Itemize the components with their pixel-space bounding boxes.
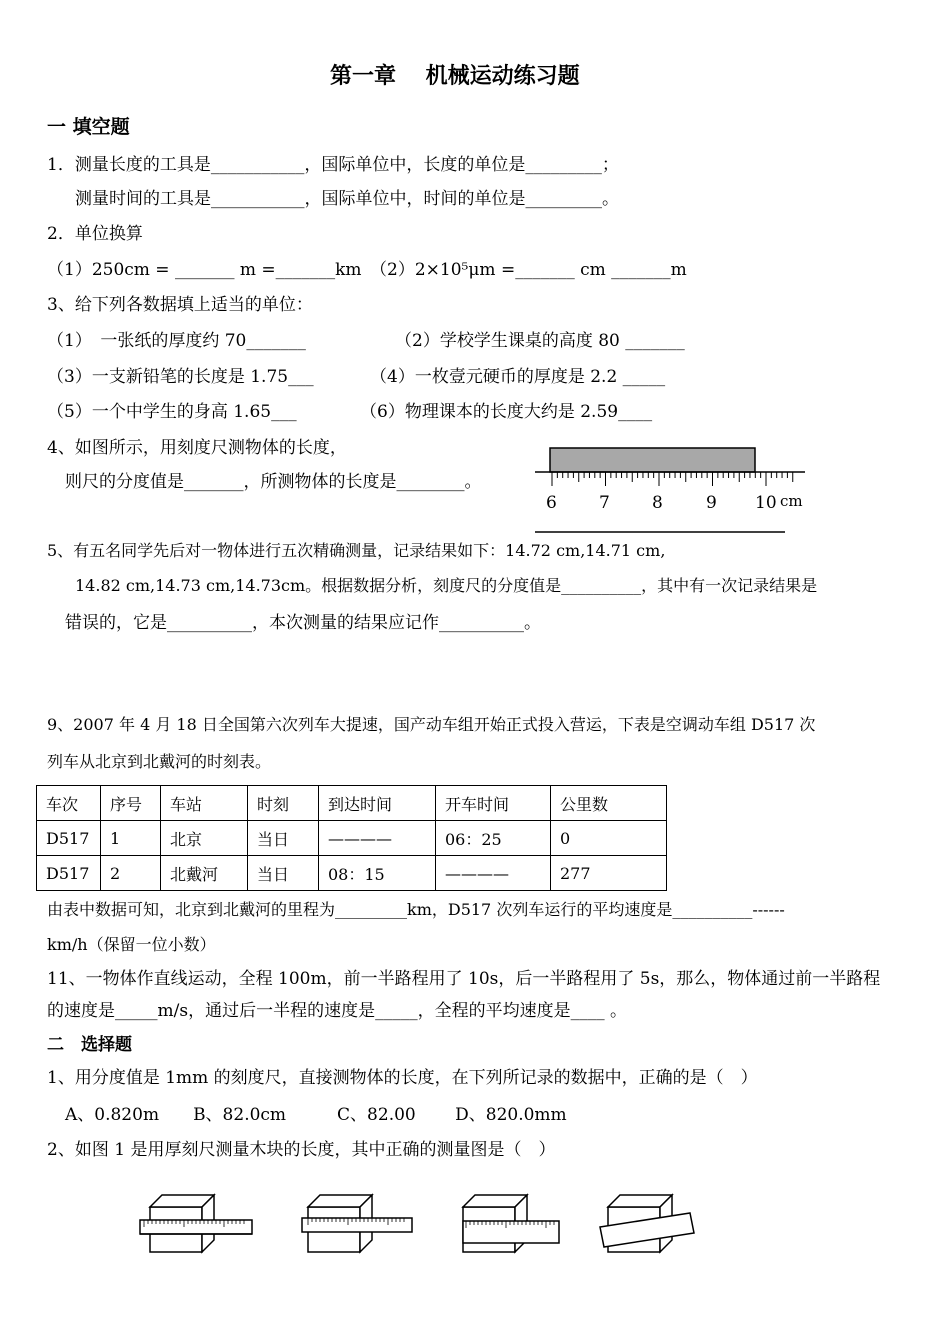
table-header-cell: 开车时间 [436, 786, 551, 821]
q3-item-5: （5）一个中学生的身高 1.65___ [47, 402, 297, 422]
figure-c [463, 1195, 559, 1252]
ruler-label-10: 10 [755, 493, 777, 513]
q2-line: （1）250cm = _______ m =_______km （2）2×10⁵μm =_______ cm _______m [47, 260, 687, 280]
measurement-figures [130, 1185, 710, 1265]
table-cell: D517 [37, 821, 101, 856]
table-cell: 北京 [161, 821, 248, 856]
q9-after-line2: km/h（保留一位小数） [47, 935, 216, 954]
measured-object [550, 448, 755, 472]
q3-item-2: （2）学校学生课桌的高度 80 _______ [395, 331, 685, 351]
section-fill-blank-heading: 一 填空题 [47, 116, 130, 138]
ruler-label-8: 8 [652, 493, 663, 513]
ruler-label-9: 9 [706, 493, 717, 513]
q9-line1: 9、2007 年 4 月 18 日全国第六次列车大提速，国产动车组开始正式投入营运，下表是空调动车组 D517 次 [47, 715, 816, 734]
q3-item-6: （6）物理课本的长度大约是 2.59____ [360, 402, 653, 422]
q3-heading: 3、给下列各数据填上适当的单位： [47, 295, 313, 315]
q9-after-line1: 由表中数据可知，北京到北戴河的里程为_________km，D517 次列车运行的平均速度是__________------ [47, 900, 785, 919]
table-header-cell: 车次 [37, 786, 101, 821]
table-header-cell: 时刻 [248, 786, 319, 821]
table-cell: 277 [551, 856, 667, 891]
table-cell: 06：25 [436, 821, 551, 856]
choice-q2: 2、如图 1 是用厚刻尺测量木块的长度，其中正确的测量图是（ ） [47, 1140, 556, 1160]
table-cell: 0 [551, 821, 667, 856]
q3-item-4: （4）一枚壹元硬币的厚度是 2.2 _____ [370, 367, 666, 387]
ruler-label-7: 7 [599, 493, 610, 513]
ruler-figure [530, 440, 810, 540]
choice-q1: 1、用分度值是 1mm 的刻度尺，直接测物体的长度，在下列所记录的数据中，正确的是（ ） [47, 1068, 758, 1088]
figure-b [302, 1195, 412, 1252]
table-cell: 1 [101, 821, 161, 856]
table-cell: ———— [319, 821, 436, 856]
q5-line3: 错误的，它是__________，本次测量的结果应记作__________。 [65, 613, 541, 633]
q9-line2: 列车从北京到北戴河的时刻表。 [47, 752, 272, 771]
q3-item-3: （3）一支新铅笔的长度是 1.75___ [47, 367, 314, 387]
table-header-cell: 到达时间 [319, 786, 436, 821]
q1-line2: 测量时间的工具是___________，国际单位中，时间的单位是_________。 [75, 189, 619, 209]
table-cell: 2 [101, 856, 161, 891]
q4-line2: 则尺的分度值是_______，所测物体的长度是________。 [65, 472, 482, 492]
ruler-label-6: 6 [546, 493, 557, 513]
page-title: 第一章 机械运动练习题 [330, 64, 580, 89]
q1-line1: 1．测量长度的工具是___________，国际单位中，长度的单位是_________； [47, 155, 619, 175]
q2-heading: 2．单位换算 [47, 224, 143, 244]
table-cell: 当日 [248, 821, 319, 856]
figure-d [600, 1195, 694, 1252]
table-header-row [37, 786, 667, 821]
timetable [36, 785, 667, 891]
q11-line1: 11、一物体作直线运动，全程 100m，前一半路程用了 10s，后一半路程用了 5s，那么，物体通过前一半路程 [47, 969, 881, 989]
table-header-cell: 序号 [101, 786, 161, 821]
table-cell: 08：15 [319, 856, 436, 891]
table-cell: D517 [37, 856, 101, 891]
section-choice-heading: 二 选择题 [47, 1035, 132, 1055]
table-cell: ———— [436, 856, 551, 891]
q5-line1: 5、有五名同学先后对一物体进行五次精确测量，记录结果如下：14.72 cm,14.71 cm, [47, 541, 666, 560]
q4-line1: 4、如图所示，用刻度尺测物体的长度， [47, 438, 347, 458]
table-header-cell: 车站 [161, 786, 248, 821]
ruler-ticks [552, 472, 793, 486]
q3-item-1: （1） 一张纸的厚度约 70_______ [47, 331, 306, 351]
table-cell: 当日 [248, 856, 319, 891]
ruler-unit: cm [780, 492, 803, 510]
q11-line2: 的速度是_____m/s，通过后一半程的速度是_____，全程的平均速度是____ 。 [47, 1001, 627, 1021]
table-header-cell: 公里数 [551, 786, 667, 821]
table-row [37, 821, 667, 856]
table-row [37, 856, 667, 891]
choice-q1-options: A、0.820m B、82.0cm C、82.00 D、820.0mm [65, 1105, 567, 1125]
table-cell: 北戴河 [161, 856, 248, 891]
q5-line2: 14.82 cm,14.73 cm,14.73cm。根据数据分析，刻度尺的分度值是__________，其中有一次记录结果是 [75, 576, 818, 595]
